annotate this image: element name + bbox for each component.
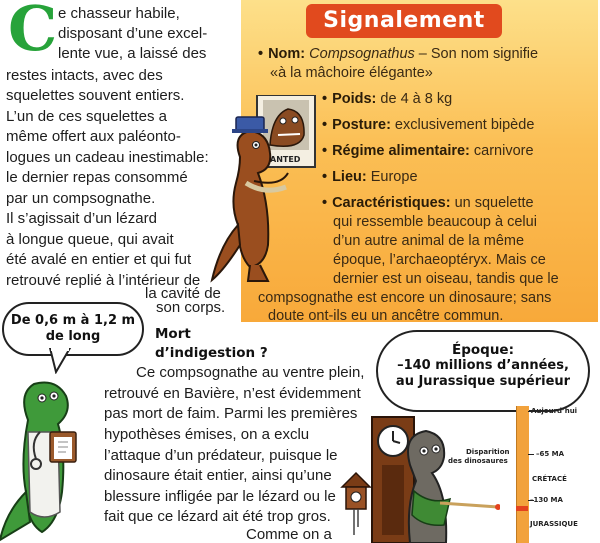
signalement-title: Signalement bbox=[306, 4, 502, 38]
timeline-bar bbox=[516, 406, 529, 543]
body-line: l’attaque d’un prédateur, puisque le bbox=[104, 447, 338, 464]
nom-value: Compsognathus bbox=[309, 46, 415, 62]
bullet-icon: • bbox=[322, 117, 328, 133]
intro-line: disposant d’une excel- bbox=[58, 25, 208, 42]
carac-value: un squelette bbox=[450, 195, 534, 211]
body-line: Comme on a bbox=[246, 526, 332, 543]
regime-label: Régime alimentaire: bbox=[332, 143, 470, 159]
posture-value: exclusivement bipède bbox=[390, 117, 535, 133]
section-heading-line-1: Mort bbox=[155, 326, 191, 342]
carac-line: dernier est un oiseau, tandis que le bbox=[333, 271, 559, 287]
field-regime bbox=[322, 143, 534, 160]
intro-line: logues un cadeau inestimable: bbox=[6, 149, 209, 166]
intro-line: L’un de ces squelettes a bbox=[6, 108, 167, 125]
field-caracteristiques bbox=[322, 195, 534, 212]
detective-dinosaur-illustration bbox=[210, 95, 330, 285]
timeline-today-label: Aujourd’hui bbox=[531, 407, 578, 415]
field-posture bbox=[322, 117, 534, 134]
field-nom bbox=[258, 46, 538, 63]
regime-value: carnivore bbox=[469, 143, 534, 159]
body-line: hypothèses émises, on a exclu bbox=[104, 426, 310, 443]
body-line: pas mort de faim. Parmi les premières bbox=[104, 405, 358, 422]
epoque-line-2: –140 millions d’années, bbox=[397, 358, 569, 373]
carac-line: doute ont-ils eu un ancêtre commun. bbox=[268, 308, 504, 324]
timeline-extinction-label: Disparition bbox=[466, 448, 510, 456]
size-line-1: De 0,6 m à 1,2 m bbox=[10, 313, 136, 328]
nom-label: Nom: bbox=[268, 46, 306, 62]
bullet-icon: • bbox=[322, 91, 328, 107]
intro-line: la cavité de bbox=[145, 285, 221, 302]
bubble-tail bbox=[48, 348, 78, 374]
intro-line: été avalé en entier et qui fut bbox=[6, 251, 192, 268]
intro-line: e chasseur habile, bbox=[58, 5, 180, 22]
intro-line: restes intacts, avec des bbox=[6, 67, 163, 84]
intro-line: le dernier repas consommé bbox=[6, 169, 188, 186]
body-line: fait que ce lézard ait été trop gros. bbox=[104, 508, 331, 525]
carac-line: d’un autre animal de la même bbox=[333, 233, 525, 249]
body-line: Ce compsognathe au ventre plein, bbox=[136, 364, 365, 381]
body-line: retrouvé en Bavière, n’est évidemment bbox=[104, 385, 361, 402]
body-line: dinosaure était entier, ainsi qu’une bbox=[104, 467, 332, 484]
tick bbox=[528, 454, 534, 455]
body-line: blessure infligée par le lézard ou le bbox=[104, 488, 336, 505]
bullet-icon: • bbox=[322, 195, 328, 211]
poids-value: de 4 à 8 kg bbox=[376, 91, 453, 107]
timeline-extinction-label-2: des dinosaures bbox=[448, 457, 508, 465]
timeline-marker bbox=[516, 506, 528, 511]
intro-line: retrouvé replié à l’intérieur de bbox=[6, 272, 201, 289]
section-heading-line-2: d’indigestion ? bbox=[155, 345, 268, 361]
intro-line: à longue queue, qui avait bbox=[6, 231, 174, 248]
bullet-icon: • bbox=[258, 46, 264, 62]
intro-line: lente vue, a laissé des bbox=[58, 45, 207, 62]
bullet-icon: • bbox=[322, 169, 328, 185]
nom-meaning: – Son nom signifie bbox=[414, 46, 539, 62]
carac-line: époque, l’archaeoptéryx. Mais ce bbox=[333, 252, 546, 268]
intro-line: Il s’agissait d’un lézard bbox=[6, 210, 157, 227]
timeline-65ma-label: –65 MA bbox=[536, 450, 565, 458]
drop-cap-letter: C bbox=[8, 0, 58, 65]
posture-label: Posture: bbox=[332, 117, 391, 133]
carac-label: Caractéristiques: bbox=[332, 195, 451, 211]
timeline-jurassique-label: JURASSIQUE bbox=[530, 520, 578, 528]
intro-line: squelettes souvent entiers. bbox=[6, 87, 185, 104]
doctor-dinosaur-illustration bbox=[0, 372, 110, 543]
lieu-label: Lieu: bbox=[332, 169, 367, 185]
size-line-2: de long bbox=[45, 329, 101, 344]
field-poids bbox=[322, 91, 452, 108]
epoque-line-3: au Jurassique supérieur bbox=[395, 374, 571, 389]
intro-line: son corps. bbox=[156, 299, 226, 316]
intro-line: même offert aux paléonto- bbox=[6, 128, 181, 145]
field-lieu bbox=[322, 169, 418, 186]
timeline-130ma-label: –130 MA bbox=[530, 496, 563, 504]
intro-line: par un compsognathe. bbox=[6, 190, 156, 207]
nom-translation: «à la mâchoire élégante» bbox=[270, 65, 433, 81]
poids-label: Poids: bbox=[332, 91, 377, 107]
wanted-label: ANTED bbox=[270, 155, 301, 164]
clock-dinosaur-illustration bbox=[340, 395, 500, 543]
carac-line: qui ressemble beaucoup à celui bbox=[333, 214, 537, 230]
carac-line: compsognathe est encore un dinosaure; sans bbox=[258, 290, 552, 306]
bullet-icon: • bbox=[322, 143, 328, 159]
epoque-title: Époque: bbox=[452, 342, 514, 358]
lieu-value: Europe bbox=[366, 169, 418, 185]
timeline-cretace-label: CRÉTACÉ bbox=[532, 475, 567, 483]
